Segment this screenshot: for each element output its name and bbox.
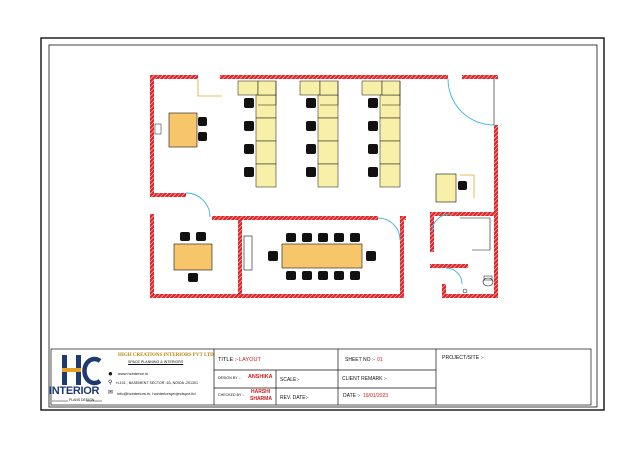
workstation-desk: [256, 118, 276, 141]
wc-icon: [483, 278, 493, 286]
website-text[interactable]: www.hcinterior.in: [118, 371, 149, 376]
chair: [198, 132, 207, 141]
checked-by-value-1: HARSHI: [251, 389, 271, 395]
date-label: DATE :-: [343, 393, 361, 399]
mail-icon: ✉: [108, 390, 114, 396]
chair: [268, 251, 278, 261]
chair: [306, 121, 316, 131]
chair: [180, 232, 190, 241]
wall-bottom-mid: [240, 294, 402, 298]
workstation-desk: [300, 81, 320, 95]
design-by-label: DESIGN BY :-: [218, 376, 241, 380]
workstation-desk: [362, 81, 382, 95]
cabin-upper: [155, 79, 222, 147]
globe-icon: ●: [108, 369, 113, 378]
email-text[interactable]: info@hcinteriors.in, hcinteriorsprojectspvt.ltd: [117, 391, 196, 396]
cabin-desk-lower: [174, 244, 212, 270]
workstation-desk: [380, 141, 400, 164]
wall-toilet-stub: [442, 284, 446, 298]
logo-tagline: PLANS DESIGN: [69, 398, 95, 402]
wall-top-mid: [220, 75, 448, 79]
credenza: [244, 236, 252, 270]
chair: [188, 273, 198, 282]
main-door-arc: [448, 79, 494, 125]
cabin-desk: [169, 113, 197, 147]
sheet-no-label: SHEET NO :-: [345, 357, 375, 363]
checked-by-value-2: SHARMA: [250, 396, 272, 402]
workstation-desk: [238, 81, 258, 95]
conference-door-arc: [378, 218, 400, 240]
location-pin-icon: ⚲: [108, 380, 113, 386]
wall-bottom-left: [150, 294, 240, 298]
wall-toilet-top: [430, 212, 498, 216]
title-label: TITLE :-: [218, 357, 239, 363]
sheet-no-value: 01: [377, 357, 383, 363]
wall-cabin-bottom: [150, 193, 186, 197]
chair: [196, 232, 206, 241]
chair: [306, 167, 316, 177]
design-by-value: ANSHIKA: [248, 374, 273, 380]
workstation-desk: [256, 141, 276, 164]
company-name: HIGH CREATIONS INTERIORS PVT LTD.: [118, 353, 216, 358]
chair: [318, 271, 328, 280]
workstation-desk: [318, 141, 338, 164]
chair: [368, 121, 378, 131]
client-remark-label: CLIENT REMARK :-: [342, 376, 387, 382]
workstation-desk: [380, 164, 400, 187]
workstation-desk: [318, 118, 338, 141]
reception-desk: [436, 174, 456, 202]
workstation-desk: [256, 164, 276, 187]
wall-conference-right: [400, 220, 404, 298]
chair: [306, 144, 316, 154]
project-site-label: PROJECT/SITE :-: [442, 355, 484, 361]
workstation-desk: [318, 95, 338, 118]
chair: [286, 233, 296, 242]
chair: [306, 98, 316, 108]
chair: [244, 144, 254, 154]
chair: [334, 271, 344, 280]
wall-conference-top: [212, 216, 378, 220]
chair: [368, 144, 378, 154]
workstation-clusters: [238, 81, 400, 187]
workstation-desk: [318, 164, 338, 187]
company-tagline: SPACE PLANNING & INTERIORS: [128, 360, 184, 364]
cabin-lower: [174, 232, 212, 282]
date-value: 19/01/2023: [363, 393, 389, 399]
floor-drain-icon: [463, 289, 467, 293]
wall-right: [494, 125, 498, 298]
chair: [302, 271, 312, 280]
chair: [244, 121, 254, 131]
cabin-door-arc: [186, 193, 210, 217]
wall-left-upper: [150, 75, 154, 197]
rev-date-label: REV. DATE:-: [280, 395, 309, 401]
wall-bottom-right: [442, 294, 498, 298]
scale-label: SCALE:-: [280, 377, 300, 383]
wall-top-right: [462, 75, 498, 79]
chair: [286, 271, 296, 280]
chair: [350, 233, 360, 242]
chair: [244, 167, 254, 177]
logo-word: INTERIOR: [49, 385, 100, 397]
chair: [350, 271, 360, 280]
chair: [198, 117, 207, 126]
checked-by-label: CHECKED BY :-: [218, 393, 245, 397]
workstation-desk: [258, 81, 276, 95]
workstation-desk: [320, 81, 338, 95]
chair: [318, 233, 328, 242]
address-text: H-101 , BASEMENT SECTOR -63, NOIDA -201301: [116, 381, 198, 385]
wall-top-left: [150, 75, 198, 79]
title-value: LAYOUT: [239, 357, 261, 363]
chair: [368, 98, 378, 108]
workstation-desk: [380, 118, 400, 141]
chair: [302, 233, 312, 242]
wall-left-lower: [150, 214, 154, 298]
conference-room: [244, 233, 376, 280]
chair: [458, 181, 467, 190]
chair: [334, 233, 344, 242]
reception: [436, 174, 493, 293]
wall-toilet-left: [430, 216, 434, 252]
chair: [368, 167, 378, 177]
wc-door-arc: [446, 268, 462, 284]
chair: [366, 251, 376, 261]
workstation-desk: [380, 95, 400, 118]
wall-conference-left: [238, 220, 242, 298]
conference-table: [282, 244, 362, 268]
workstation-desk: [256, 95, 276, 118]
toilet-door-arc: [432, 214, 450, 232]
wall-toilet-mid: [430, 264, 468, 268]
workstation-desk: [382, 81, 400, 95]
chair: [244, 98, 254, 108]
